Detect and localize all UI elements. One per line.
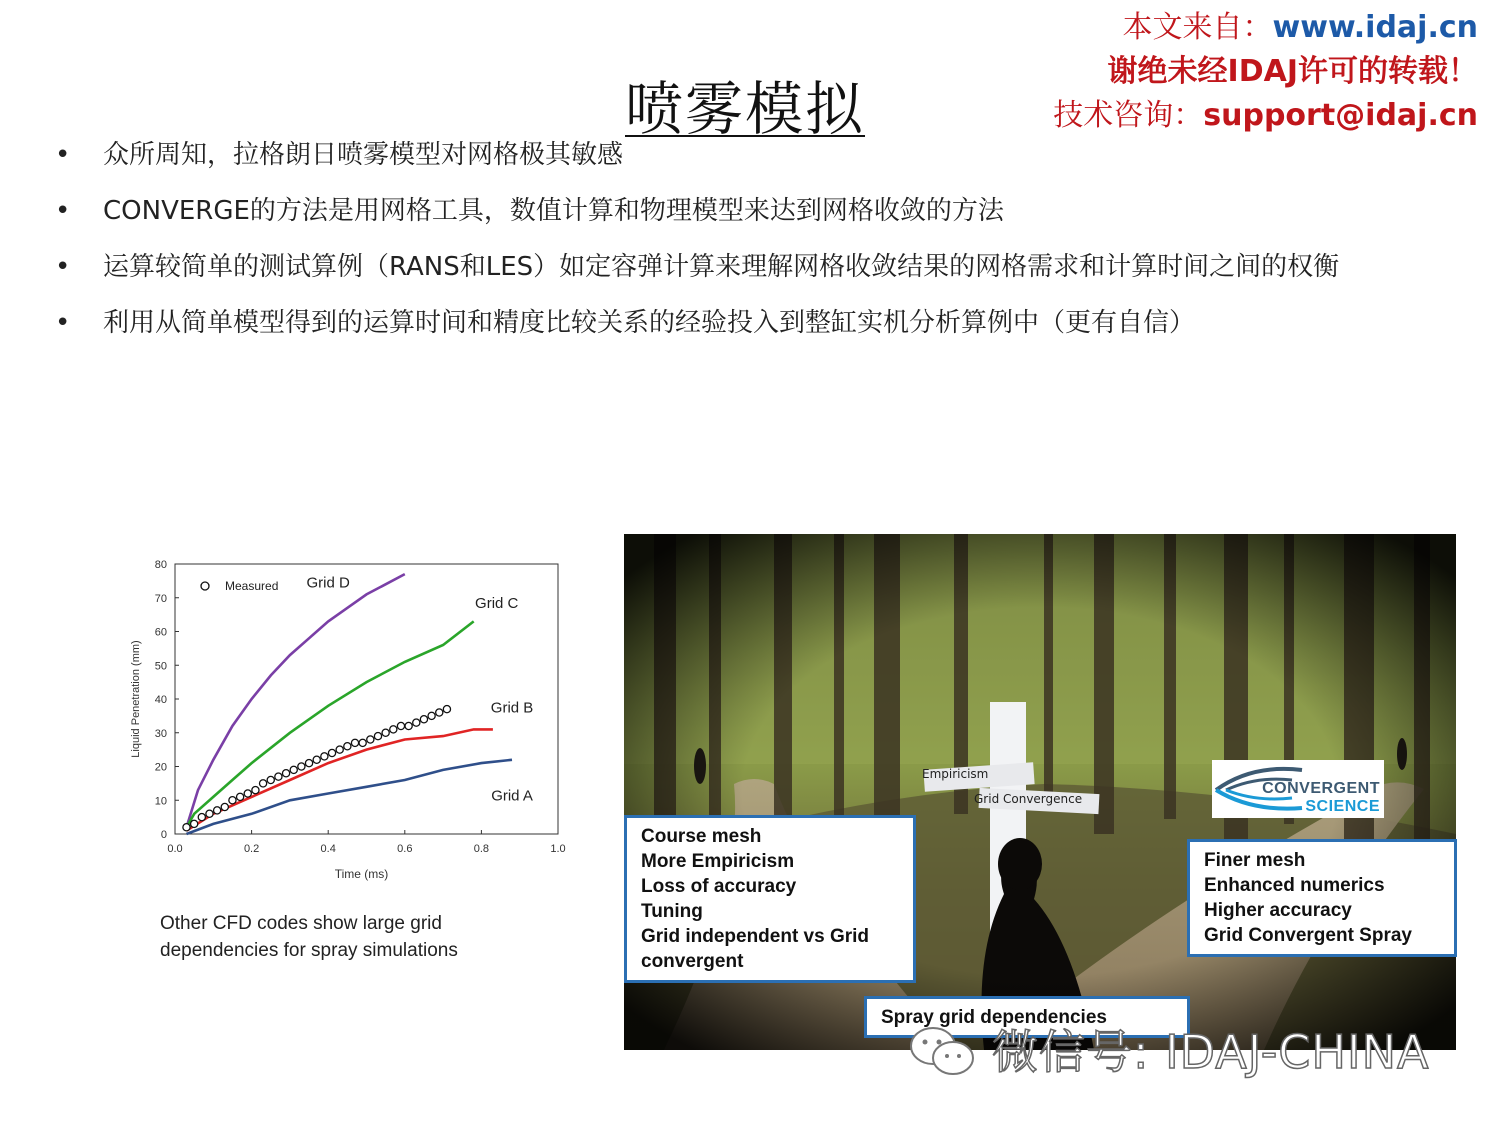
bullet-item xyxy=(55,196,1455,226)
box-line: Course mesh xyxy=(641,826,762,847)
measured-point xyxy=(206,810,213,817)
legend-label: Measured xyxy=(225,579,279,593)
credit-prefix: 本文来自： xyxy=(1122,10,1273,45)
y-tick-label: 70 xyxy=(154,592,167,605)
series-line-grid-c xyxy=(187,621,474,827)
measured-point xyxy=(344,743,351,750)
bullet-list xyxy=(55,140,1455,364)
bullet-item xyxy=(55,308,1455,338)
bullet-text: 众所周知，拉格朗日喷雾模型对网格极其敏感 xyxy=(103,140,624,170)
measured-point xyxy=(390,726,397,733)
x-tick-label: 0.6 xyxy=(397,843,413,855)
bullet-text: CONVERGE的方法是用网格工具，数值计算和物理模型来达到网格收敛的方法 xyxy=(103,196,1004,226)
measured-point xyxy=(229,797,236,804)
series-label: Grid C xyxy=(475,594,519,612)
y-tick-label: 30 xyxy=(154,727,167,740)
y-tick-label: 10 xyxy=(154,795,167,808)
wechat-watermark: 微信号: IDAJ-CHINA xyxy=(992,1025,1430,1079)
measured-point xyxy=(367,736,374,743)
measured-point xyxy=(413,719,420,726)
credit-consult: 技术咨询： xyxy=(1053,98,1204,133)
measured-point xyxy=(191,820,198,827)
logo-text-science: SCIENCE xyxy=(1305,798,1380,815)
measured-point xyxy=(244,790,251,797)
credit-notice xyxy=(1053,6,1478,138)
measured-point xyxy=(405,722,412,729)
measured-point xyxy=(252,787,259,794)
measured-point xyxy=(382,729,389,736)
measured-point xyxy=(397,722,404,729)
box-line: More Empiricism xyxy=(641,851,795,872)
y-tick-label: 50 xyxy=(154,660,167,673)
sign-empiricism: Empiricism xyxy=(922,767,989,781)
series-label: Grid D xyxy=(306,574,350,592)
sign-grid-convergence: Grid Convergence xyxy=(974,792,1083,806)
measured-point xyxy=(221,803,228,810)
coarse-mesh-box xyxy=(624,815,916,983)
measured-point xyxy=(275,773,282,780)
measured-point xyxy=(305,760,312,767)
measured-point xyxy=(267,776,274,783)
measured-point xyxy=(443,706,450,713)
box-line: Enhanced numerics xyxy=(1204,875,1385,896)
penetration-chart-svg xyxy=(125,552,575,892)
measured-point xyxy=(313,756,320,763)
y-tick-label: 60 xyxy=(154,626,167,639)
box-line: Spray grid dependencies xyxy=(881,1007,1107,1028)
measured-point xyxy=(428,712,435,719)
x-tick-label: 0.8 xyxy=(473,843,490,855)
series-line-grid-a xyxy=(187,760,513,834)
measured-point xyxy=(436,709,443,716)
box-line: Grid independent vs Grid xyxy=(641,926,870,947)
box-line: Finer mesh xyxy=(1204,850,1306,871)
x-tick-label: 0.4 xyxy=(320,843,336,855)
convergent-science-logo xyxy=(1212,760,1384,818)
logo-text-convergent: CONVERGENT xyxy=(1262,780,1380,797)
bullet-item xyxy=(55,140,1455,170)
finer-mesh-box xyxy=(1187,839,1457,957)
measured-point xyxy=(321,753,328,760)
measured-point xyxy=(259,780,266,787)
box-line: Higher accuracy xyxy=(1204,900,1352,921)
measured-point xyxy=(282,770,289,777)
measured-point xyxy=(420,716,427,723)
x-tick-label: 1.0 xyxy=(550,843,566,855)
penetration-chart xyxy=(125,552,575,892)
box-line: Grid Convergent Spray xyxy=(1204,925,1412,946)
x-tick-label: 0.0 xyxy=(167,843,183,855)
bullet-text: 运算较简单的测试算例（RANS和LES）如定容弹计算来理解网格收敛结果的网格需求和计算时间之间的权衡 xyxy=(103,252,1340,282)
measured-point xyxy=(290,766,297,773)
bullet-dot: • xyxy=(55,252,71,282)
measured-point xyxy=(214,807,221,814)
measured-point xyxy=(359,739,366,746)
measured-point xyxy=(328,749,335,756)
measured-point xyxy=(183,824,190,831)
measured-point xyxy=(351,739,358,746)
bullet-item xyxy=(55,252,1455,282)
bullet-dot: • xyxy=(55,196,71,226)
measured-point xyxy=(237,793,244,800)
credit-email[interactable]: support@idaj.cn xyxy=(1203,98,1478,133)
box-line: Tuning xyxy=(641,901,703,922)
box-line: Loss of accuracy xyxy=(641,876,797,897)
bullet-dot: • xyxy=(55,308,71,338)
chart-caption: Other CFD codes show large grid dependencies for spray simulations xyxy=(160,913,458,961)
measured-point xyxy=(336,746,343,753)
box-line: convergent xyxy=(641,951,744,972)
measured-point xyxy=(198,814,205,821)
y-tick-label: 80 xyxy=(154,559,167,571)
wechat-icon xyxy=(905,1018,985,1088)
y-tick-label: 0 xyxy=(160,829,167,841)
series-label: Grid A xyxy=(491,787,533,805)
measured-point xyxy=(374,733,381,740)
legend-marker xyxy=(201,582,209,590)
credit-url[interactable]: www.idaj.cn xyxy=(1272,10,1478,45)
y-tick-label: 40 xyxy=(154,694,167,706)
credit-copyright: 谢绝未经IDAJ许可的转载！ xyxy=(1107,54,1478,89)
x-tick-label: 0.2 xyxy=(243,843,260,855)
page-title: 喷雾模拟 xyxy=(625,75,866,143)
x-axis-label: Time (ms) xyxy=(334,867,389,881)
y-tick-label: 20 xyxy=(154,761,167,774)
series-line-grid-d xyxy=(187,574,405,827)
bullet-dot: • xyxy=(55,140,71,170)
measured-point xyxy=(298,763,305,770)
bullet-text: 利用从简单模型得到的运算时间和精度比较关系的经验投入到整缸实机分析算例中（更有自信） xyxy=(103,308,1196,338)
series-label: Grid B xyxy=(490,699,534,717)
y-axis-label: Liquid Penetration (mm) xyxy=(130,640,142,758)
